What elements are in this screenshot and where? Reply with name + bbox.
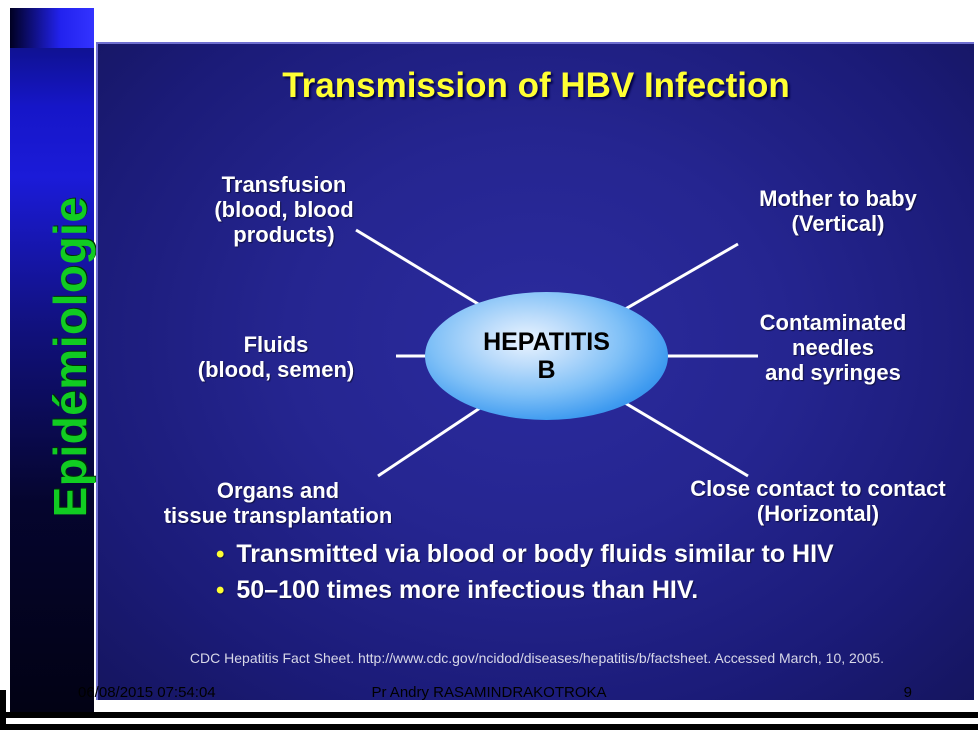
list-item bbox=[216, 540, 956, 569]
bullet-dot-icon: • bbox=[216, 577, 225, 604]
node-close-contact: Close contact to contact (Horizontal) bbox=[690, 476, 946, 527]
footer-divider-bottom bbox=[0, 724, 978, 730]
left-band-highlight bbox=[10, 8, 94, 48]
center-node-label bbox=[425, 292, 668, 420]
side-title: Epidémiologie bbox=[44, 196, 96, 518]
bullet-text: 50–100 times more infectious than HIV. bbox=[236, 576, 699, 604]
footer-divider-top bbox=[0, 712, 978, 718]
source-citation: CDC Hepatitis Fact Sheet. http://www.cdc.gov/ncidod/diseases/hepatitis/b/factsheet. Accessed March, 10, 2005. bbox=[189, 650, 885, 666]
footer-page-number: 9 bbox=[903, 684, 912, 701]
left-edge-marker bbox=[0, 690, 6, 730]
transmission-diagram bbox=[98, 124, 976, 529]
footer-author: Pr Andry RASAMINDRAKOTROKA bbox=[371, 684, 607, 701]
center-node-line2: B bbox=[537, 356, 556, 384]
bullet-text: Transmitted via blood or body fluids similar to HIV bbox=[236, 540, 834, 568]
node-fluids: Fluids (blood, semen) bbox=[197, 332, 355, 383]
node-transfusion: Transfusion (blood, blood products) bbox=[214, 172, 354, 248]
slide-title: Transmission of HBV Infection bbox=[282, 66, 790, 105]
node-organs-transplantation: Organs and tissue transplantation bbox=[163, 478, 393, 529]
node-contaminated-needles: Contaminated needles and syringes bbox=[759, 310, 907, 386]
footer-date: 06/08/2015 07:54:04 bbox=[78, 684, 216, 701]
slide-footer bbox=[0, 682, 978, 708]
node-mother-to-baby: Mother to baby (Vertical) bbox=[759, 186, 917, 237]
center-node-line1: HEPATITIS bbox=[483, 328, 610, 356]
content-panel bbox=[96, 42, 974, 700]
bullet-dot-icon: • bbox=[216, 541, 225, 568]
bullet-list bbox=[216, 540, 956, 612]
list-item bbox=[216, 576, 956, 605]
